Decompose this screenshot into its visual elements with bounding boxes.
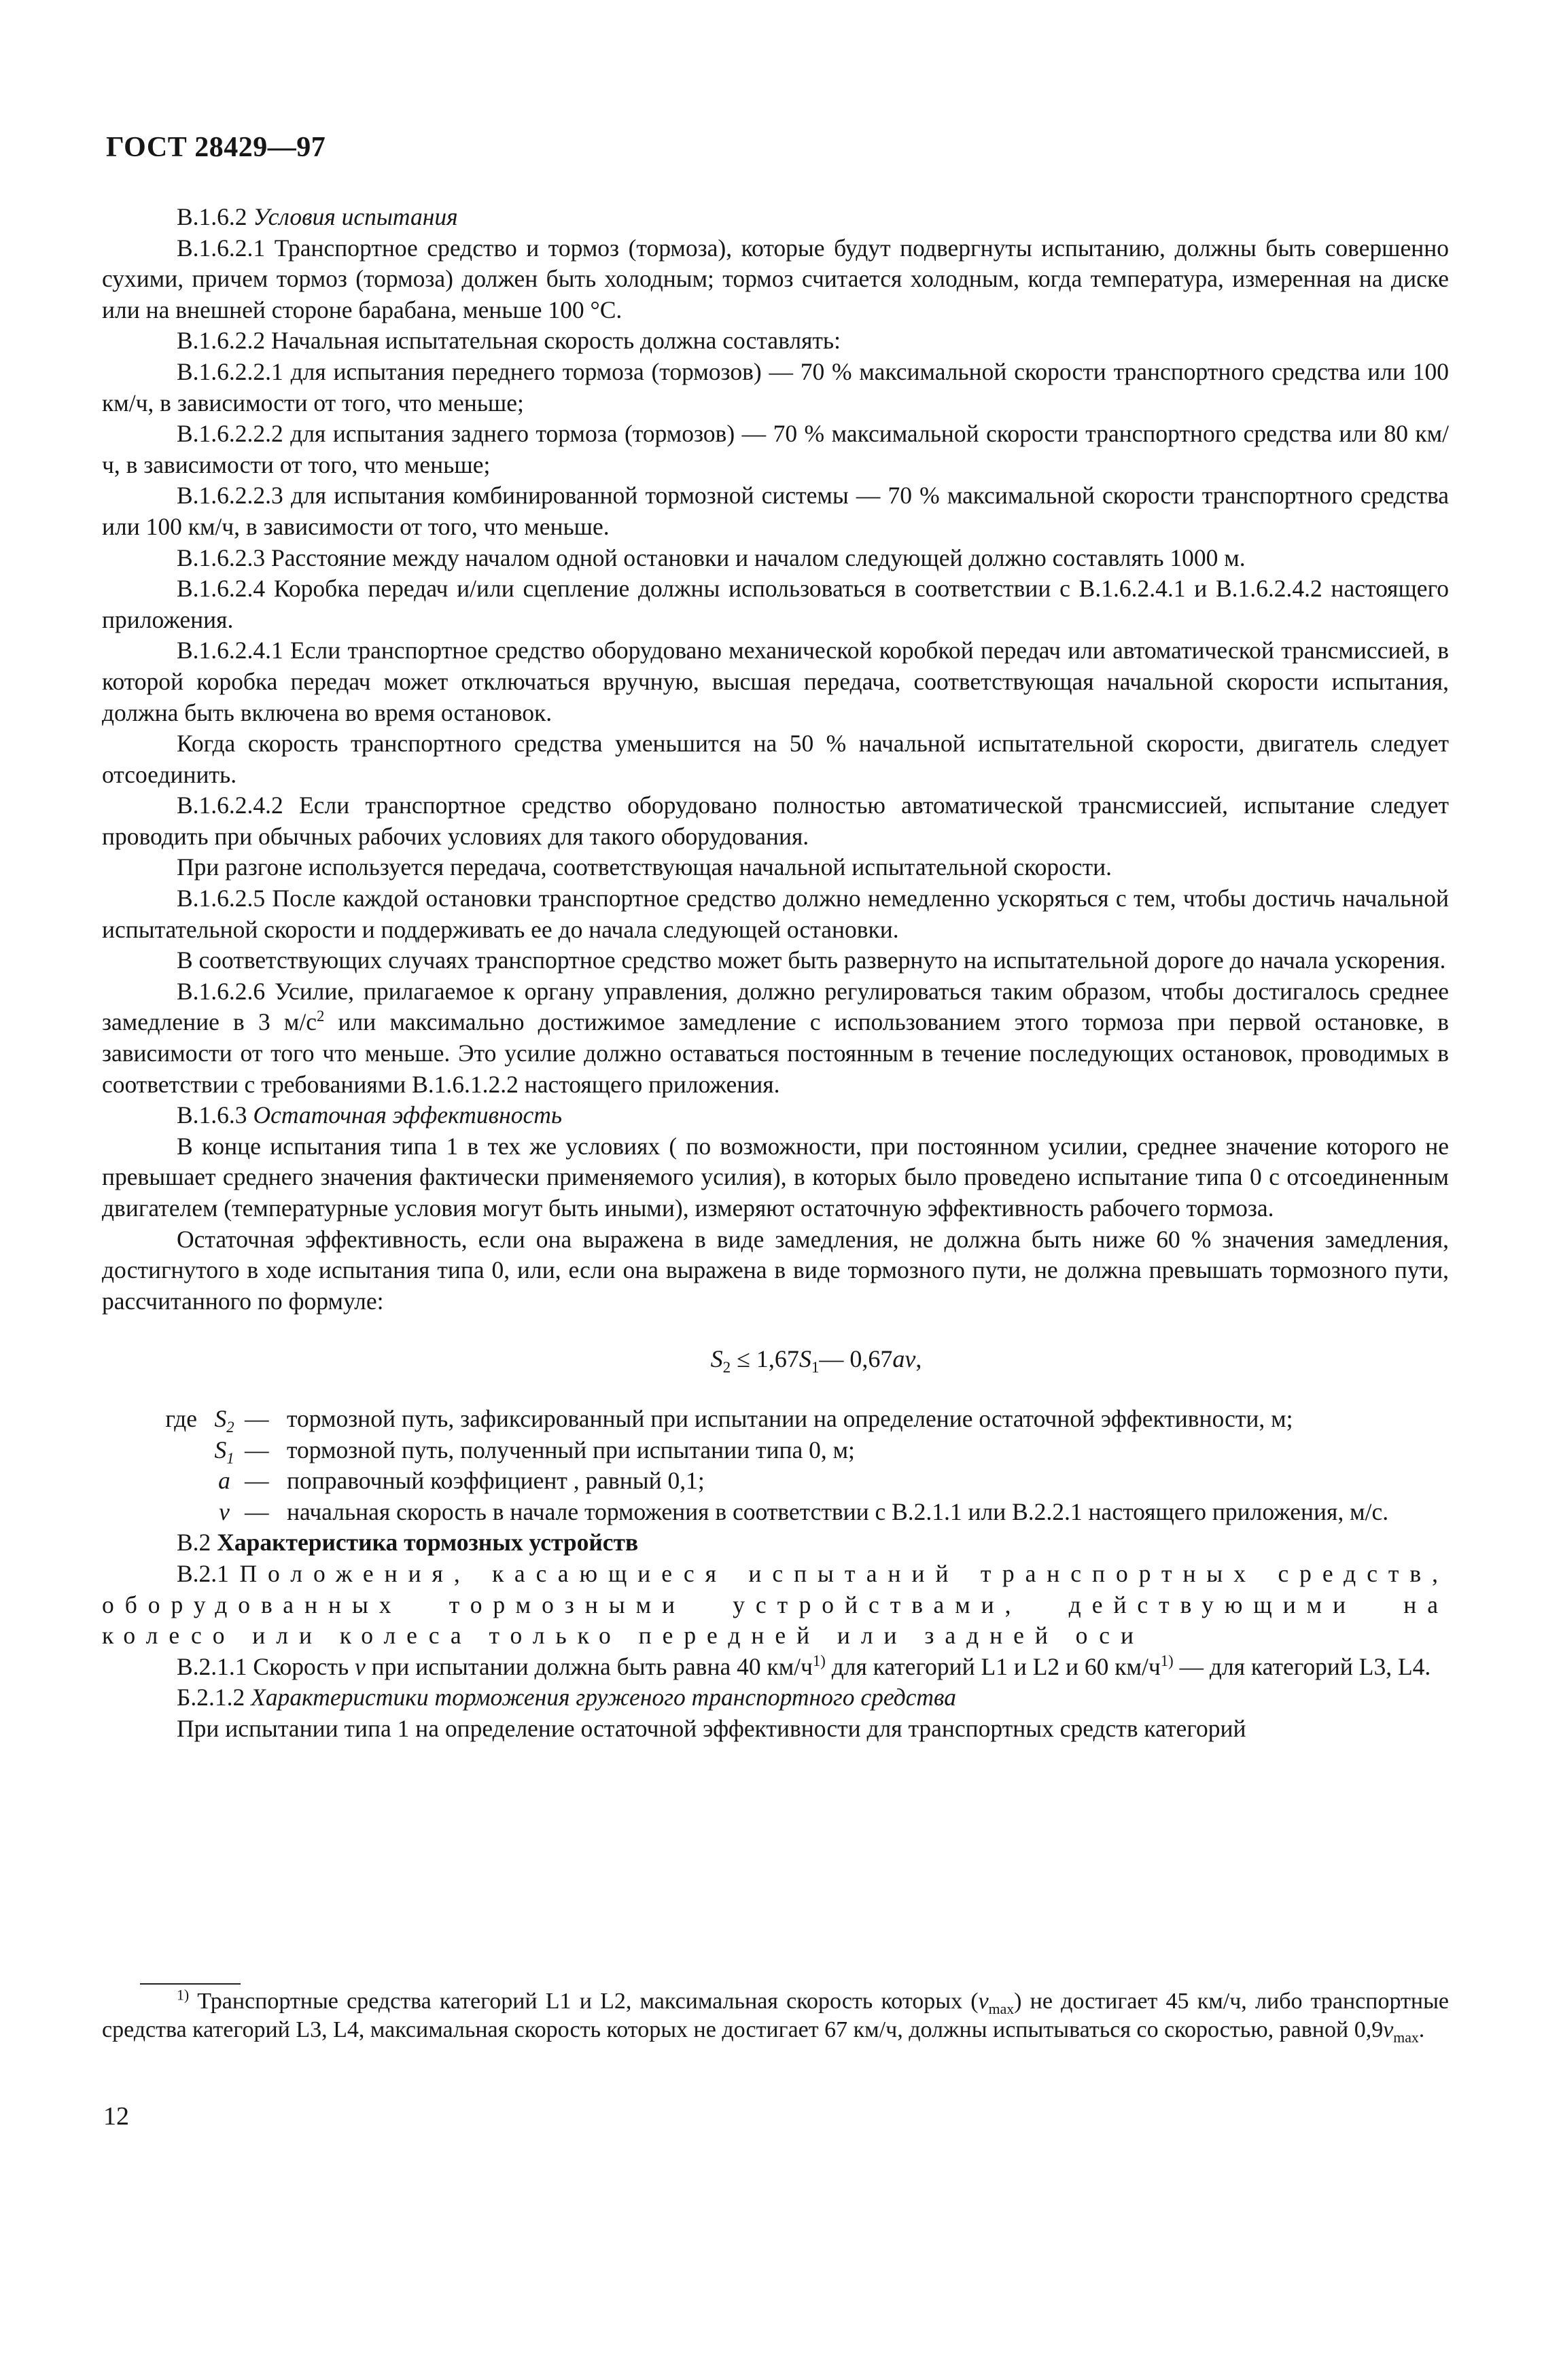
paragraph: Остаточная эффективность, если она выражена в виде замедления, не должна быть ниже 60 % значения замедления, достигнутого в ходе испытания типа 0, или, если она выражена в виде тормозного пути, не должна превышать тормозного пути, рассчитанного по формуле: <box>102 1225 1449 1315</box>
paragraph: При испытании типа 1 на определение остаточной эффективности для транспортных средств категорий <box>177 1714 1246 1742</box>
paragraph: В.1.6.2.4.1 Если транспортное средство оборудовано механической коробкой передач или автоматической трансмиссией, в которой коробка передач может отключаться вручную, высшая передача, соответствующая начальной скорости испытания, должна быть включена во время остановок. <box>102 637 1449 726</box>
section-heading: В.2 Характеристика тормозных устройств <box>177 1529 639 1557</box>
paragraph: В.1.6.2.4 Коробка передач и/или сцепление должны использоваться в соответствии с В.1.6.2.4.1 и В.1.6.2.4.2 настоящего приложения. <box>102 575 1449 633</box>
section-heading: В.1.6.2 Условия испытания <box>177 203 458 230</box>
definition-row: $S_1$ — тормозной путь, полученный при испытании типа 0, м; <box>102 1435 1449 1466</box>
footnote-separator <box>140 1983 241 1985</box>
footnote: $^{1)}$ Транспортные средства категорий L1 и L2, максимальная скорость которых $(v_{max})$ не достигает 45 км/ч, либо транспортные средства категорий L3, L4, максимальная скорость которых не достигает 67 км/ч, должны испытываться со скоростью, равной $0,9v_{max}$. <box>102 1987 1450 2046</box>
section-heading: В.1.6.3 Остаточная эффективность <box>177 1101 562 1129</box>
paragraph: При разгоне используется передача, соответствующая начальной испытательной скорости. <box>177 853 1112 881</box>
where-label: где <box>165 1404 197 1432</box>
definition-text: начальная скорость в начале торможения в соответствии с В.2.1.1 или В.2.2.1 настоящего приложения, м/с. <box>287 1497 1389 1525</box>
definition-symbol: $S_2$ <box>214 1404 234 1436</box>
definition-symbol: a <box>218 1467 230 1495</box>
document-body <box>102 202 1449 1745</box>
definition-symbol: v <box>219 1497 230 1525</box>
definition-row: a — поправочный коэффициент , равный 0,1; <box>102 1466 1449 1497</box>
paragraph: В соответствующих случаях транспортное средство может быть развернуто на испытательной дороге до начала ускорения. <box>177 946 1446 974</box>
section-heading: В.2.1 Положения, касающиеся испытаний транспортных средств, оборудованных тормозными устройствами, действующими на колесо или колеса только передней или задней оси <box>102 1559 1450 1650</box>
document-code: ГОСТ 28429—97 <box>106 132 326 163</box>
paragraph: В.2.1.1 Скорость v при испытании должна быть равна 40 $км/ч^{1)}$ для категорий L1 и L2 и 60 $км/ч^{1)}$ — для категорий L3, L4. <box>177 1652 1431 1680</box>
definition-symbol: $S_1$ <box>214 1436 234 1467</box>
section-heading: Б.2.1.2 Характеристики торможения груженого транспортного средства <box>177 1684 956 1711</box>
formula: $S_2$ ≤ $1,67S_1—$ 0,67av, <box>710 1345 922 1377</box>
paragraph: В.1.6.2.4.2 Если транспортное средство оборудовано полностью автоматической трансмиссией, испытание следует проводить при обычных рабочих условиях для такого оборудования. <box>102 792 1449 850</box>
paragraph: В.1.6.2.2.3 для испытания комбинированной тормозной системы — 70 % максимальной скорости транспортного средства или 100 км/ч, в зависимости от того, что меньше. <box>102 482 1449 540</box>
paragraph: В.1.6.2.3 Расстояние между началом одной остановки и началом следующей должно составлять 1000 м. <box>177 544 1246 571</box>
paragraph: В.1.6.2.1 Транспортное средство и тормоз (тормоза), которые будут подвергнуты испытанию, должны быть совершенно сухими, причем тормоз (тормоза) должен быть холодным; тормоз считается холодным, когда температура, измеренная на диске или на внешней стороне барабана, меньше 100 °С. <box>102 234 1449 323</box>
paragraph: В.1.6.2.2.1 для испытания переднего тормоза (тормозов) — 70 % максимальной скорости транспортного средства или 100 км/ч, в зависимости от того, что меньше; <box>102 357 1449 416</box>
paragraph: В конце испытания типа 1 в тех же условиях ( по возможности, при постоянном усилии, среднее значение которого не превышает среднего значения фактически применяемого усилия), в которых было проведено испытание типа 0 с отсоединенным двигателем (температурные условия могут быть иными), измеряют остаточную эффективность рабочего тормоза. <box>102 1132 1449 1222</box>
definition-text: тормозной путь, зафиксированный при испытании на определение остаточной эффективности, м; <box>287 1404 1293 1432</box>
formula-definitions <box>102 1404 1449 1527</box>
paragraph: Когда скорость транспортного средства уменьшится на 50 % начальной испытательной скорости, двигатель следует отсоединить. <box>102 730 1449 788</box>
paragraph: В.1.6.2.5 После каждой остановки транспортное средство должно немедленно ускоряться с тем, чтобы достичь начальной испытательной скорости и поддерживать ее до начала следующей остановки. <box>102 885 1449 943</box>
definition-text: тормозной путь, полученный при испытании типа 0, м; <box>287 1436 855 1463</box>
definition-row: v — начальная скорость в начале торможения в соответствии с В.2.1.1 или В.2.2.1 настоящего приложения, м/с. <box>102 1497 1449 1528</box>
page-number: 12 <box>103 2102 129 2131</box>
definition-row: где $S_2$ — тормозной путь, зафиксированный при испытании на определение остаточной эффективности, м; <box>102 1404 1449 1435</box>
paragraph: В.1.6.2.6 Усилие, прилагаемое к органу управления, должно регулироваться таким образом, чтобы достигалось среднее замедление в 3 $м/с^2$ или максимально достижимое замедление с использованием этого тормоза при первой остановке, в зависимости от того что меньше. Это усилие должно оставаться постоянным в течение последующих остановок, проводимых в соответствии с требованиями В.1.6.1.2.2 настоящего приложения. <box>102 977 1449 1098</box>
paragraph: В.1.6.2.2 Начальная испытательная скорость должна составлять: <box>177 327 841 355</box>
definition-text: поправочный коэффициент , равный 0,1; <box>287 1467 705 1495</box>
paragraph: В.1.6.2.2.2 для испытания заднего тормоза (тормозов) — 70 % максимальной скорости транспортного средства или 80 км/ч, в зависимости от того, что меньше; <box>102 420 1449 478</box>
